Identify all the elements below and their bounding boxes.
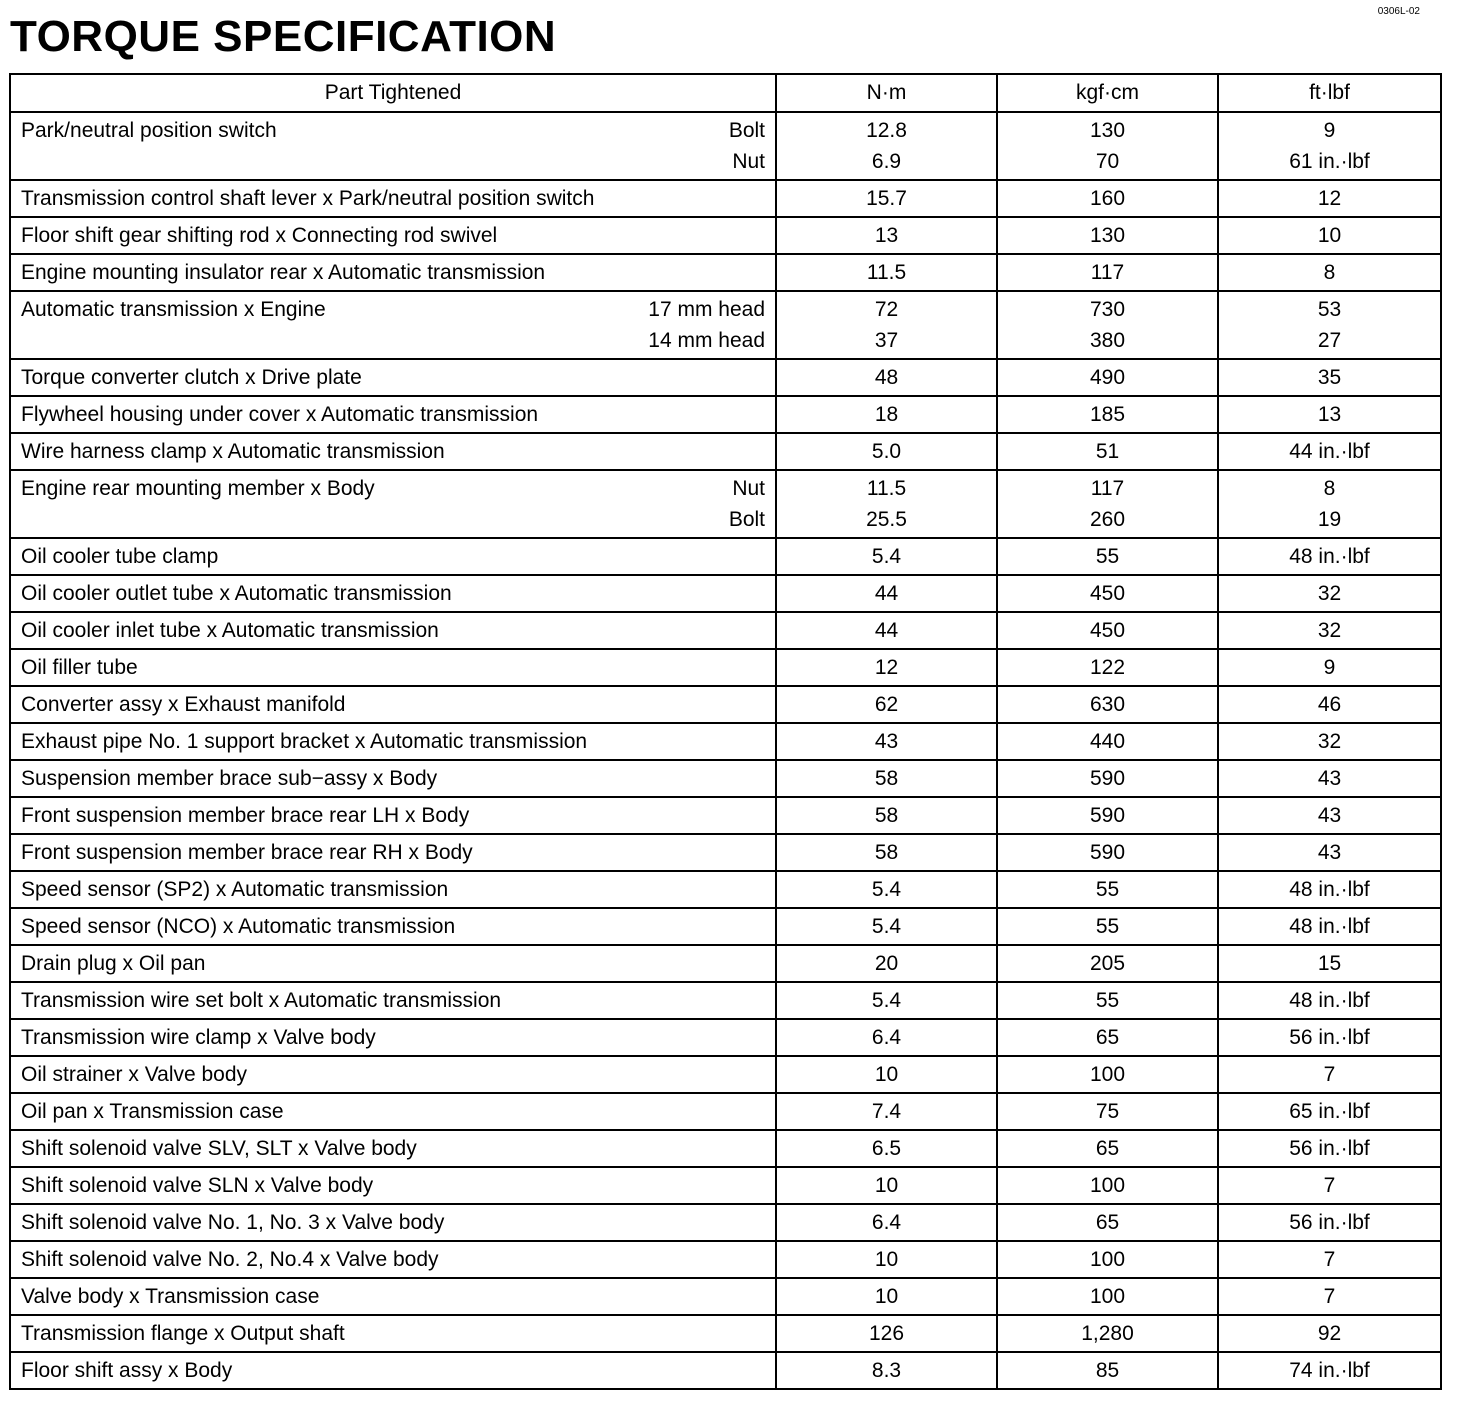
table-row <box>10 359 1441 396</box>
torque-kgfcm-cell: 100 <box>997 1241 1218 1278</box>
value-line <box>1219 325 1440 356</box>
torque-nm-cell: 10 <box>776 1167 997 1204</box>
torque-kgfcm-cell: 55 <box>997 871 1218 908</box>
torque-kgfcm-cell: 65 <box>997 1204 1218 1241</box>
page-title: TORQUE SPECIFICATION <box>10 12 557 61</box>
table-row <box>10 834 1441 871</box>
torque-ftlbf-cell: 7 <box>1218 1278 1441 1315</box>
table-row <box>10 433 1441 470</box>
table-row <box>10 612 1441 649</box>
torque-value: 260 <box>1089 507 1126 531</box>
column-header-part: Part Tightened <box>10 74 776 112</box>
torque-kgfcm-cell: 490 <box>997 359 1218 396</box>
torque-nm-cell <box>776 470 997 538</box>
torque-kgfcm-cell: 100 <box>997 1167 1218 1204</box>
part-name: Transmission wire clamp x Valve body <box>10 1019 776 1056</box>
torque-nm-cell: 58 <box>776 760 997 797</box>
torque-kgfcm-cell: 55 <box>997 538 1218 575</box>
torque-nm-cell: 20 <box>776 945 997 982</box>
torque-ftlbf-cell: 7 <box>1218 1167 1441 1204</box>
table-row <box>10 538 1441 575</box>
torque-value: 37 <box>874 328 899 352</box>
part-line <box>21 294 765 325</box>
part-name: Drain plug x Oil pan <box>10 945 776 982</box>
part-name: Oil filler tube <box>10 649 776 686</box>
torque-kgfcm-cell: 65 <box>997 1019 1218 1056</box>
torque-ftlbf-cell: 7 <box>1218 1056 1441 1093</box>
torque-ftlbf-cell: 48 in.·lbf <box>1218 538 1441 575</box>
torque-kgfcm-cell: 590 <box>997 834 1218 871</box>
part-name: Suspension member brace sub−assy x Body <box>10 760 776 797</box>
torque-nm-cell: 10 <box>776 1278 997 1315</box>
value-line <box>998 504 1217 535</box>
fastener-label: Nut <box>732 149 765 173</box>
part-name: Converter assy x Exhaust manifold <box>10 686 776 723</box>
torque-nm-cell: 58 <box>776 797 997 834</box>
table-row <box>10 396 1441 433</box>
torque-nm-cell: 10 <box>776 1056 997 1093</box>
torque-ftlbf-cell: 12 <box>1218 180 1441 217</box>
value-line <box>998 325 1217 356</box>
part-name: Shift solenoid valve SLN x Valve body <box>10 1167 776 1204</box>
table-row <box>10 797 1441 834</box>
torque-kgfcm-cell: 450 <box>997 612 1218 649</box>
torque-ftlbf-cell: 43 <box>1218 834 1441 871</box>
table-row <box>10 112 1441 180</box>
value-line <box>1219 504 1440 535</box>
torque-nm-cell: 126 <box>776 1315 997 1352</box>
torque-value: 72 <box>874 297 899 321</box>
table-row <box>10 1315 1441 1352</box>
torque-nm-cell: 5.4 <box>776 982 997 1019</box>
torque-value: 61 in.·lbf <box>1289 149 1370 173</box>
part-name: Floor shift assy x Body <box>10 1352 776 1389</box>
value-line <box>777 504 996 535</box>
torque-value: 9 <box>1323 118 1336 142</box>
part-name: Torque converter clutch x Drive plate <box>10 359 776 396</box>
column-header-ftlbf: ft·lbf <box>1218 74 1441 112</box>
torque-kgfcm-cell: 51 <box>997 433 1218 470</box>
part-name: Valve body x Transmission case <box>10 1278 776 1315</box>
part-name: Transmission flange x Output shaft <box>10 1315 776 1352</box>
table-row <box>10 291 1441 359</box>
document-code: 0306L-02 <box>1377 6 1420 17</box>
torque-nm-cell: 8.3 <box>776 1352 997 1389</box>
torque-value: 730 <box>1089 297 1126 321</box>
table-header-row <box>10 74 1441 112</box>
torque-kgfcm-cell <box>997 470 1218 538</box>
table-row <box>10 723 1441 760</box>
part-cell <box>10 470 776 538</box>
part-name: Shift solenoid valve SLV, SLT x Valve body <box>10 1130 776 1167</box>
table-row <box>10 470 1441 538</box>
table-row <box>10 760 1441 797</box>
torque-ftlbf-cell: 13 <box>1218 396 1441 433</box>
torque-kgfcm-cell: 75 <box>997 1093 1218 1130</box>
torque-ftlbf-cell: 48 in.·lbf <box>1218 871 1441 908</box>
torque-ftlbf-cell <box>1218 112 1441 180</box>
torque-nm-cell: 5.4 <box>776 908 997 945</box>
table-row <box>10 1093 1441 1130</box>
part-name: Automatic transmission x Engine <box>21 297 326 321</box>
torque-value: 117 <box>1090 476 1125 500</box>
torque-kgfcm-cell <box>997 291 1218 359</box>
table-row <box>10 254 1441 291</box>
table-row <box>10 982 1441 1019</box>
value-line <box>998 115 1217 146</box>
torque-ftlbf-cell: 32 <box>1218 575 1441 612</box>
torque-ftlbf-cell: 44 in.·lbf <box>1218 433 1441 470</box>
value-line <box>777 115 996 146</box>
torque-ftlbf-cell: 10 <box>1218 217 1441 254</box>
torque-nm-cell: 44 <box>776 612 997 649</box>
part-name: Engine mounting insulator rear x Automatic transmission <box>10 254 776 291</box>
torque-ftlbf-cell: 43 <box>1218 797 1441 834</box>
value-line <box>777 146 996 177</box>
part-name: Oil strainer x Valve body <box>10 1056 776 1093</box>
table-row <box>10 1241 1441 1278</box>
column-header-nm: N·m <box>776 74 997 112</box>
torque-value: 19 <box>1317 507 1342 531</box>
torque-value: 130 <box>1089 118 1126 142</box>
torque-kgfcm-cell: 630 <box>997 686 1218 723</box>
torque-ftlbf-cell: 8 <box>1218 254 1441 291</box>
torque-value: 8 <box>1323 476 1336 500</box>
torque-nm-cell: 6.5 <box>776 1130 997 1167</box>
torque-nm-cell: 43 <box>776 723 997 760</box>
part-name: Shift solenoid valve No. 1, No. 3 x Valve body <box>10 1204 776 1241</box>
torque-kgfcm-cell: 590 <box>997 760 1218 797</box>
part-line <box>21 146 765 177</box>
torque-table-body <box>10 112 1441 1389</box>
torque-kgfcm-cell: 450 <box>997 575 1218 612</box>
torque-nm-cell: 15.7 <box>776 180 997 217</box>
torque-nm-cell: 13 <box>776 217 997 254</box>
torque-kgfcm-cell: 100 <box>997 1278 1218 1315</box>
torque-kgfcm-cell: 122 <box>997 649 1218 686</box>
part-name: Oil cooler inlet tube x Automatic transmission <box>10 612 776 649</box>
torque-ftlbf-cell: 92 <box>1218 1315 1441 1352</box>
torque-nm-cell: 11.5 <box>776 254 997 291</box>
value-line <box>1219 473 1440 504</box>
table-row <box>10 1352 1441 1389</box>
table-row <box>10 180 1441 217</box>
value-line <box>998 294 1217 325</box>
torque-ftlbf-cell: 65 in.·lbf <box>1218 1093 1441 1130</box>
torque-nm-cell: 6.4 <box>776 1019 997 1056</box>
fastener-label: Nut <box>732 476 765 500</box>
torque-kgfcm-cell: 160 <box>997 180 1218 217</box>
part-name: Transmission wire set bolt x Automatic transmission <box>10 982 776 1019</box>
torque-value: 70 <box>1095 149 1120 173</box>
torque-nm-cell: 5.4 <box>776 538 997 575</box>
torque-kgfcm-cell: 440 <box>997 723 1218 760</box>
value-line <box>777 473 996 504</box>
torque-kgfcm-cell: 590 <box>997 797 1218 834</box>
torque-nm-cell: 62 <box>776 686 997 723</box>
torque-ftlbf-cell: 48 in.·lbf <box>1218 908 1441 945</box>
part-name: Park/neutral position switch <box>21 118 277 142</box>
torque-kgfcm-cell: 117 <box>997 254 1218 291</box>
value-line <box>1219 115 1440 146</box>
torque-kgfcm-cell: 55 <box>997 908 1218 945</box>
value-line <box>1219 294 1440 325</box>
torque-ftlbf-cell: 15 <box>1218 945 1441 982</box>
torque-value: 6.9 <box>871 149 902 173</box>
torque-nm-cell: 58 <box>776 834 997 871</box>
value-line <box>1219 146 1440 177</box>
table-row <box>10 871 1441 908</box>
part-line <box>21 325 765 356</box>
torque-kgfcm-cell: 55 <box>997 982 1218 1019</box>
torque-kgfcm-cell: 1,280 <box>997 1315 1218 1352</box>
torque-nm-cell: 10 <box>776 1241 997 1278</box>
part-name: Oil pan x Transmission case <box>10 1093 776 1130</box>
torque-nm-cell: 6.4 <box>776 1204 997 1241</box>
torque-value: 53 <box>1317 297 1342 321</box>
torque-ftlbf-cell: 56 in.·lbf <box>1218 1130 1441 1167</box>
part-cell <box>10 291 776 359</box>
part-name: Wire harness clamp x Automatic transmission <box>10 433 776 470</box>
value-line <box>998 146 1217 177</box>
torque-nm-cell <box>776 112 997 180</box>
part-name: Shift solenoid valve No. 2, No.4 x Valve body <box>10 1241 776 1278</box>
torque-kgfcm-cell <box>997 112 1218 180</box>
table-row <box>10 1019 1441 1056</box>
torque-ftlbf-cell: 7 <box>1218 1241 1441 1278</box>
table-row <box>10 908 1441 945</box>
column-header-kgfcm: kgf·cm <box>997 74 1218 112</box>
part-name: Floor shift gear shifting rod x Connecting rod swivel <box>10 217 776 254</box>
torque-nm-cell: 48 <box>776 359 997 396</box>
torque-table <box>9 73 1442 1390</box>
table-row <box>10 217 1441 254</box>
part-name: Front suspension member brace rear LH x Body <box>10 797 776 834</box>
torque-ftlbf-cell: 32 <box>1218 723 1441 760</box>
torque-nm-cell: 18 <box>776 396 997 433</box>
torque-value: 11.5 <box>866 476 907 500</box>
value-line <box>777 294 996 325</box>
table-row <box>10 945 1441 982</box>
value-line <box>998 473 1217 504</box>
torque-ftlbf-cell: 43 <box>1218 760 1441 797</box>
part-name: Speed sensor (NCO) x Automatic transmission <box>10 908 776 945</box>
torque-nm-cell: 7.4 <box>776 1093 997 1130</box>
torque-nm-cell: 5.0 <box>776 433 997 470</box>
torque-kgfcm-cell: 65 <box>997 1130 1218 1167</box>
table-row <box>10 575 1441 612</box>
fastener-label: 17 mm head <box>648 297 765 321</box>
torque-value: 12.8 <box>866 118 907 142</box>
part-line <box>21 473 765 504</box>
part-name: Oil cooler tube clamp <box>10 538 776 575</box>
table-row <box>10 1056 1441 1093</box>
torque-value: 25.5 <box>866 507 907 531</box>
fastener-label: Bolt <box>728 118 765 142</box>
torque-ftlbf-cell: 56 in.·lbf <box>1218 1019 1441 1056</box>
torque-ftlbf-cell: 35 <box>1218 359 1441 396</box>
fastener-label: Bolt <box>728 507 765 531</box>
part-name: Oil cooler outlet tube x Automatic transmission <box>10 575 776 612</box>
torque-kgfcm-cell: 205 <box>997 945 1218 982</box>
part-name: Transmission control shaft lever x Park/neutral position switch <box>10 180 776 217</box>
table-row <box>10 1130 1441 1167</box>
part-cell <box>10 112 776 180</box>
torque-kgfcm-cell: 100 <box>997 1056 1218 1093</box>
table-row <box>10 1204 1441 1241</box>
torque-ftlbf-cell: 46 <box>1218 686 1441 723</box>
torque-value: 27 <box>1317 328 1342 352</box>
table-row <box>10 1167 1441 1204</box>
torque-ftlbf-cell: 48 in.·lbf <box>1218 982 1441 1019</box>
torque-ftlbf-cell: 32 <box>1218 612 1441 649</box>
table-row <box>10 686 1441 723</box>
torque-ftlbf-cell: 74 in.·lbf <box>1218 1352 1441 1389</box>
table-row <box>10 649 1441 686</box>
torque-kgfcm-cell: 185 <box>997 396 1218 433</box>
torque-kgfcm-cell: 130 <box>997 217 1218 254</box>
torque-nm-cell: 44 <box>776 575 997 612</box>
torque-ftlbf-cell: 56 in.·lbf <box>1218 1204 1441 1241</box>
fastener-label: 14 mm head <box>648 328 765 352</box>
value-line <box>777 325 996 356</box>
torque-ftlbf-cell <box>1218 470 1441 538</box>
torque-ftlbf-cell <box>1218 291 1441 359</box>
part-line <box>21 115 765 146</box>
torque-nm-cell: 12 <box>776 649 997 686</box>
torque-value: 380 <box>1089 328 1126 352</box>
part-name: Engine rear mounting member x Body <box>21 476 375 500</box>
torque-kgfcm-cell: 85 <box>997 1352 1218 1389</box>
part-line <box>21 504 765 535</box>
part-name: Front suspension member brace rear RH x Body <box>10 834 776 871</box>
part-name: Speed sensor (SP2) x Automatic transmission <box>10 871 776 908</box>
torque-nm-cell <box>776 291 997 359</box>
part-name: Exhaust pipe No. 1 support bracket x Automatic transmission <box>10 723 776 760</box>
torque-ftlbf-cell: 9 <box>1218 649 1441 686</box>
part-name: Flywheel housing under cover x Automatic transmission <box>10 396 776 433</box>
table-row <box>10 1278 1441 1315</box>
torque-nm-cell: 5.4 <box>776 871 997 908</box>
